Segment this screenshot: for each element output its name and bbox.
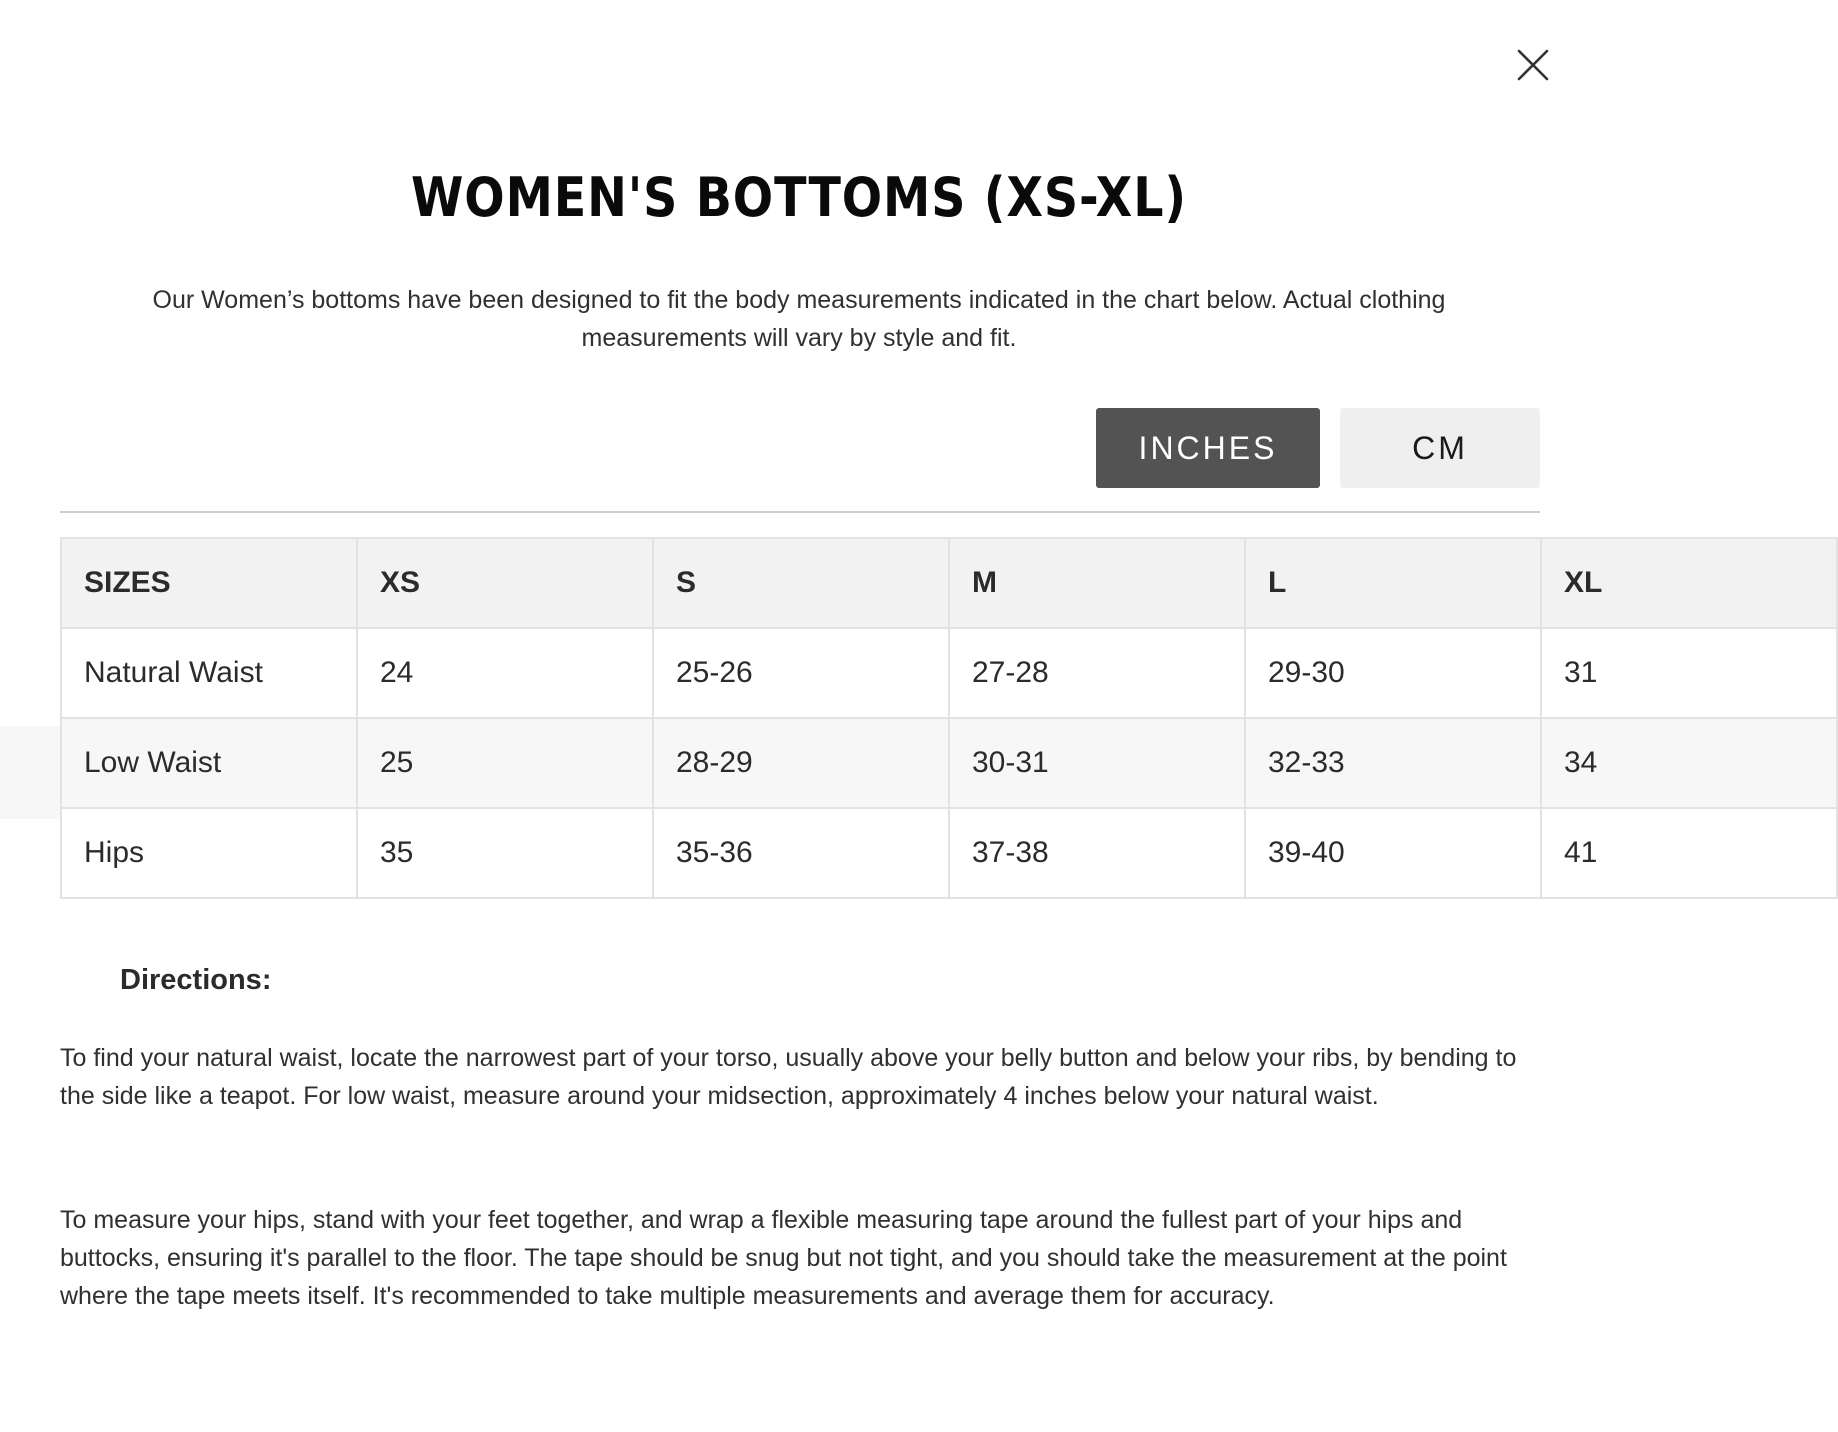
- table-header-row: [61, 538, 1837, 628]
- table-cell: 39-40: [1245, 808, 1541, 898]
- close-icon[interactable]: [1516, 48, 1550, 82]
- inches-button[interactable]: INCHES: [1096, 408, 1320, 488]
- table-cell: 35-36: [653, 808, 949, 898]
- row-label: Natural Waist: [61, 628, 357, 718]
- header-cell: XS: [357, 538, 653, 628]
- size-chart-table: [60, 537, 1838, 899]
- table-cell: 24: [357, 628, 653, 718]
- header-cell: SIZES: [61, 538, 357, 628]
- modal-title: WOMEN'S BOTTOMS (XS-XL): [411, 166, 1187, 229]
- row-label: Hips: [61, 808, 357, 898]
- table-cell: 31: [1541, 628, 1837, 718]
- header-cell: XL: [1541, 538, 1837, 628]
- table-cell: 34: [1541, 718, 1837, 808]
- table-cell: 27-28: [949, 628, 1245, 718]
- table-cell: 28-29: [653, 718, 949, 808]
- directions-waist-text: To find your natural waist, locate the narrowest part of your torso, usually above your belly button and below your ribs, by bending to the side like a teapot. For low waist, measure around your midsection, approximately 4 inches below your natural waist.: [60, 1044, 1517, 1110]
- table-row: [61, 628, 1837, 718]
- header-cell: L: [1245, 538, 1541, 628]
- table-cell: 29-30: [1245, 628, 1541, 718]
- table-row: [61, 718, 1837, 808]
- directions-heading: Directions:: [120, 964, 272, 996]
- directions-hips-text: To measure your hips, stand with your feet together, and wrap a flexible measuring tape around the fullest part of your hips and buttocks, ensuring it's parallel to the floor. The tape should be snug but not tight, and you should take the measurement at the point where the tape meets itself. It's recommended to take multiple measurements and average them for accuracy.: [60, 1206, 1507, 1310]
- table-cell: 25: [357, 718, 653, 808]
- cm-button[interactable]: CM: [1340, 408, 1540, 488]
- header-cell: M: [949, 538, 1245, 628]
- table-cell: 30-31: [949, 718, 1245, 808]
- header-cell: S: [653, 538, 949, 628]
- table-cell: 35: [357, 808, 653, 898]
- row-hover-highlight: [0, 726, 62, 819]
- table-cell: 25-26: [653, 628, 949, 718]
- row-label: Low Waist: [61, 718, 357, 808]
- intro-text: Our Women’s bottoms have been designed to fit the body measurements indicated in the chart below. Actual clothing measurements will vary by style and fit.: [152, 286, 1446, 352]
- table-cell: 37-38: [949, 808, 1245, 898]
- divider: [60, 511, 1540, 513]
- table-row: [61, 808, 1837, 898]
- table-cell: 32-33: [1245, 718, 1541, 808]
- table-cell: 41: [1541, 808, 1837, 898]
